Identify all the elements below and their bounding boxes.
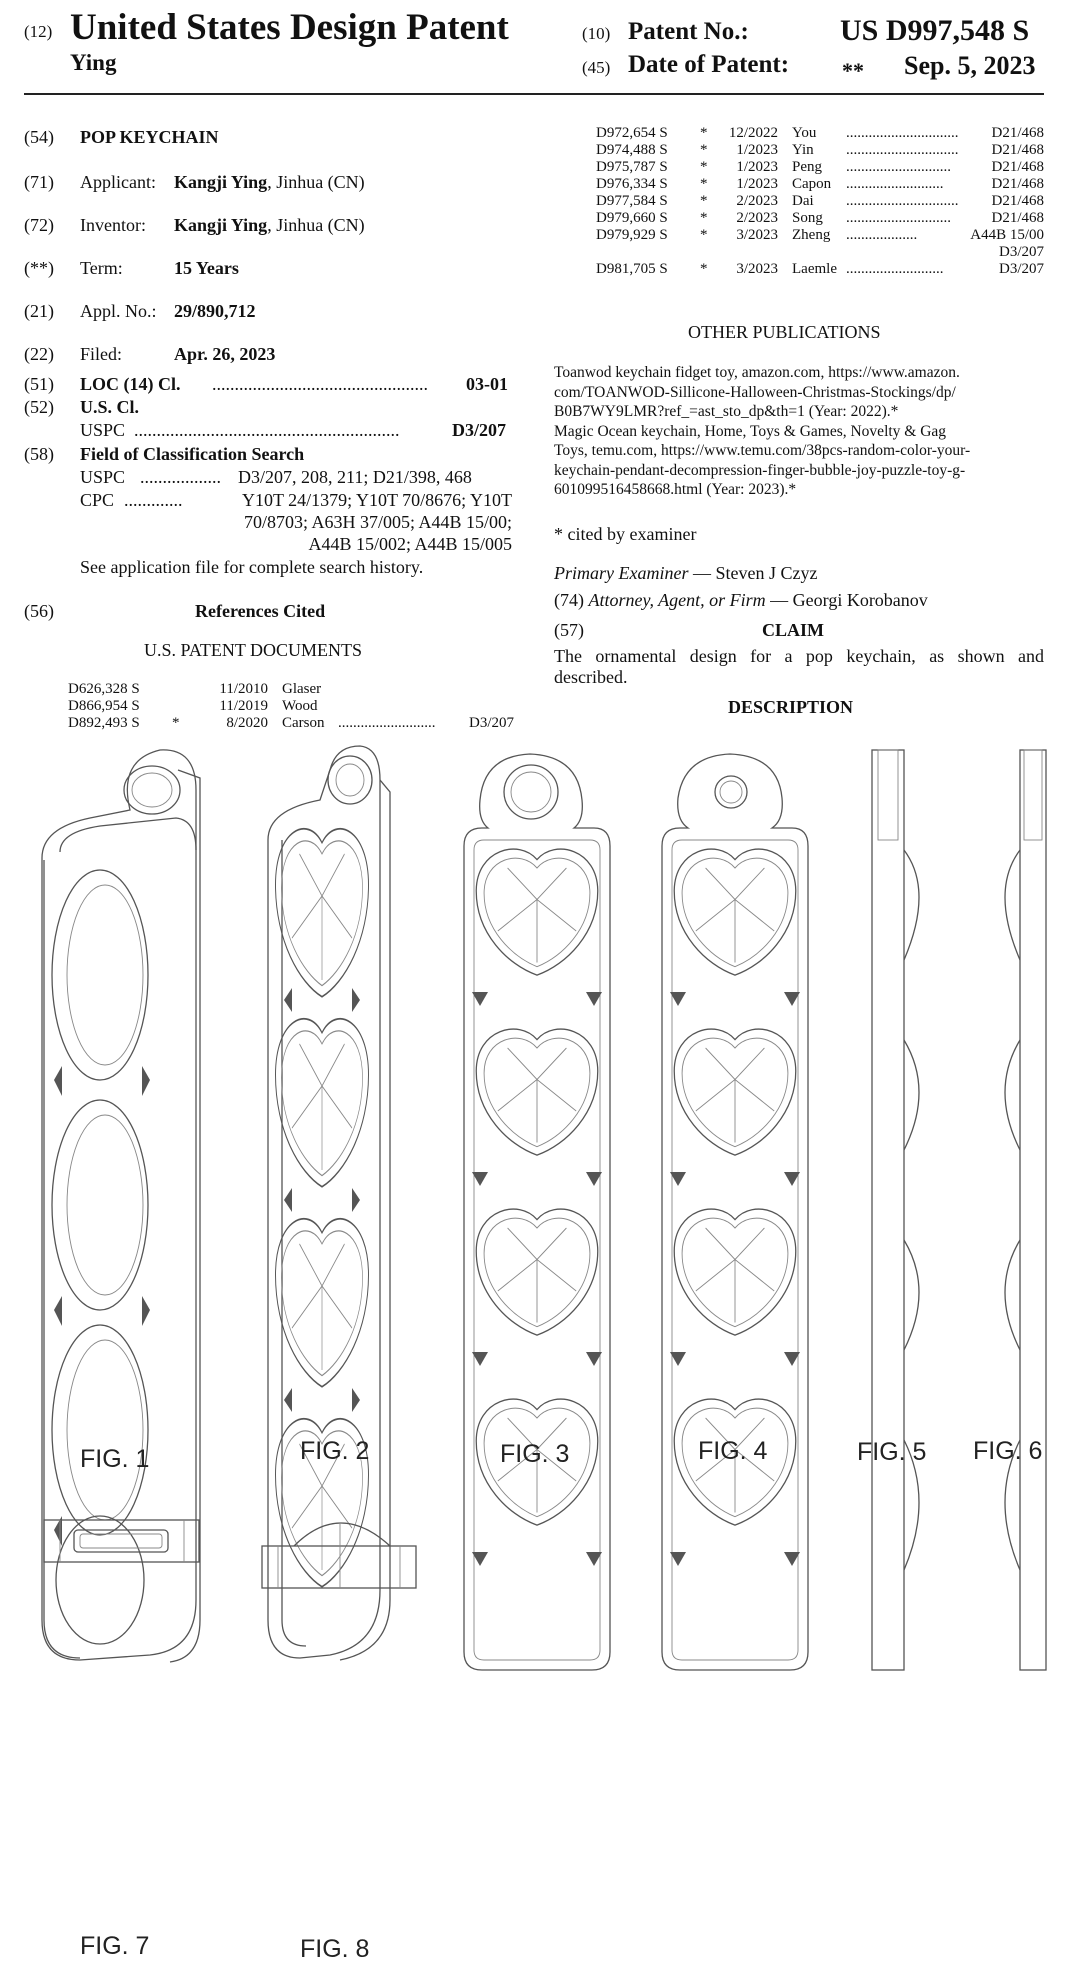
right-ref-row	[596, 142, 1044, 159]
left-ref-date: 8/2020	[226, 715, 268, 731]
right-ref-dots: ..............................	[846, 125, 959, 141]
code-21: (21)	[24, 301, 54, 321]
pub1-line-2: com/TOANWOD-Sillicone-Halloween-Christmas-Stockings/dp/	[554, 383, 956, 401]
right-ref-dots: ..............................	[846, 193, 959, 209]
left-ref-cls: D3/207	[469, 715, 514, 731]
right-ref-date: 12/2022	[728, 125, 778, 141]
right-ref-cls: D3/207	[999, 244, 1044, 260]
claim-line-1: The ornamental design for a pop keychain, as shown and	[554, 646, 1044, 666]
right-ref-date: 1/2023	[736, 176, 778, 192]
fig-1-drawing	[42, 750, 200, 1662]
invention-title: POP KEYCHAIN	[80, 127, 219, 147]
search-cpc-label: CPC	[80, 490, 115, 510]
right-ref-no: D979,660 S	[596, 210, 668, 226]
attorney-name: — Georgi Korobanov	[770, 590, 928, 610]
right-ref-star: *	[700, 210, 708, 226]
right-ref-name: Dai	[792, 193, 814, 209]
patent-drawings	[0, 740, 1080, 1980]
applicant-value	[174, 172, 365, 193]
right-ref-no: D972,654 S	[596, 125, 668, 141]
right-ref-star: *	[700, 125, 708, 141]
fig-5-drawing	[872, 750, 919, 1670]
code-74: (74)	[554, 590, 584, 610]
right-ref-date: 3/2023	[736, 227, 778, 243]
right-ref-star: *	[700, 227, 708, 243]
code-52: (52)	[24, 397, 54, 417]
code-22: (22)	[24, 344, 54, 364]
right-ref-no: D979,929 S	[596, 227, 668, 243]
applicant-label: Applicant:	[80, 172, 156, 192]
fig-4-label: FIG. 4	[698, 1437, 768, 1465]
right-ref-row	[596, 244, 1044, 261]
left-ref-row	[68, 698, 514, 715]
fig-6-label: FIG. 6	[973, 1437, 1043, 1465]
right-ref-cls: A44B 15/00	[970, 227, 1044, 243]
right-ref-name: Peng	[792, 159, 822, 175]
code-10: (10)	[582, 24, 611, 43]
right-ref-star: *	[700, 176, 708, 192]
loc-dots: ................................................	[212, 374, 428, 394]
right-ref-row	[596, 210, 1044, 227]
fig-4-drawing	[662, 754, 808, 1670]
other-publications-head: OTHER PUBLICATIONS	[688, 322, 881, 342]
right-ref-name: Song	[792, 210, 823, 226]
right-ref-date: 3/2023	[736, 261, 778, 277]
right-ref-cls: D21/468	[991, 142, 1044, 158]
uspc-label: USPC	[80, 420, 126, 440]
right-ref-dots: ..............................	[846, 142, 959, 158]
inventor-name: Kangji Ying	[174, 215, 268, 235]
right-ref-no: D975,787 S	[596, 159, 668, 175]
right-ref-date: 2/2023	[736, 210, 778, 226]
code-56: (56)	[24, 601, 54, 621]
right-ref-star: *	[700, 193, 708, 209]
attorney-label: Attorney, Agent, or Firm	[588, 590, 766, 610]
patent-number: US D997,548 S	[840, 14, 1030, 47]
right-ref-cls: D21/468	[991, 210, 1044, 226]
description-head: DESCRIPTION	[728, 697, 854, 717]
pub2-line-1: Magic Ocean keychain, Home, Toys & Games, Novelty & Gag	[554, 422, 947, 440]
inventor-label: Inventor:	[80, 215, 146, 235]
inventor-surname: Ying	[70, 50, 117, 75]
search-uspc-label: USPC	[80, 467, 126, 487]
left-ref-dots: ..........................	[338, 715, 436, 731]
fig-2-label: FIG. 2	[300, 1437, 370, 1465]
right-ref-date: 1/2023	[736, 159, 778, 175]
right-ref-row	[596, 159, 1044, 176]
right-ref-dots: ............................	[846, 210, 951, 226]
appl-no-value: 29/890,712	[174, 301, 256, 321]
fig-3-label: FIG. 3	[500, 1440, 570, 1468]
fig-6-drawing	[1005, 750, 1046, 1670]
pub2-line-4: 601099516458668.html (Year: 2023).*	[554, 481, 797, 498]
right-ref-name: Yin	[792, 142, 814, 158]
pub1-line-3: B0B7WY9LMR?ref_=ast_sto_dp&th=1 (Year: 2022).*	[554, 403, 899, 420]
right-ref-row	[596, 193, 1044, 210]
right-ref-name: Laemle	[792, 261, 837, 277]
date-label: Date of Patent:	[628, 51, 790, 78]
cited-by-examiner: * cited by examiner	[554, 524, 697, 544]
filed-value: Apr. 26, 2023	[174, 344, 276, 364]
code-term: (**)	[24, 258, 54, 278]
left-ref-star: *	[172, 715, 180, 731]
claim-head: CLAIM	[762, 620, 824, 640]
right-ref-no: D976,334 S	[596, 176, 668, 192]
field-search-label: Field of Classification Search	[80, 444, 305, 464]
right-ref-star: *	[700, 142, 708, 158]
primary-examiner-name: — Steven J Czyz	[692, 563, 818, 583]
search-uspc-value: D3/207, 208, 211; D21/398, 468	[238, 467, 472, 487]
left-ref-no: D892,493 S	[68, 715, 140, 731]
fig-8-label: FIG. 8	[300, 1935, 370, 1963]
left-ref-no: D626,328 S	[68, 681, 140, 697]
uspc-value: D3/207	[452, 420, 506, 440]
right-ref-date: 1/2023	[736, 142, 778, 158]
search-cpc-dots: .............	[124, 490, 183, 510]
search-cpc-line-3: A44B 15/002; A44B 15/005	[308, 534, 512, 554]
patent-date: Sep. 5, 2023	[904, 51, 1036, 80]
references-cited-head: References Cited	[195, 601, 326, 621]
appl-no-label: Appl. No.:	[80, 301, 157, 321]
inventor-location: , Jinhua (CN)	[267, 215, 365, 235]
right-ref-cls: D21/468	[991, 125, 1044, 141]
code-58: (58)	[24, 444, 54, 464]
code-12: (12)	[24, 22, 53, 41]
patent-no-label: Patent No.:	[628, 18, 749, 45]
right-ref-row	[596, 261, 1044, 278]
left-ref-no: D866,954 S	[68, 698, 140, 714]
left-ref-date: 11/2019	[219, 698, 268, 714]
code-72: (72)	[24, 215, 54, 235]
claim-text	[554, 646, 1044, 688]
uspc-dots: ...........................................................	[134, 420, 400, 440]
code-45: (45)	[582, 58, 611, 77]
right-ref-star: *	[700, 159, 708, 175]
fig-7-drawing	[44, 1520, 199, 1562]
date-term-mark: **	[842, 58, 864, 83]
code-71: (71)	[24, 172, 54, 192]
fig-3-drawing	[464, 754, 610, 1670]
header-rule	[24, 93, 1044, 95]
right-ref-cls: D21/468	[991, 193, 1044, 209]
right-ref-cls: D21/468	[991, 159, 1044, 175]
left-ref-name: Carson	[282, 715, 325, 731]
fig-1-label: FIG. 1	[80, 1445, 150, 1473]
right-ref-row	[596, 176, 1044, 193]
inventor-value	[174, 215, 365, 236]
right-ref-name: Capon	[792, 176, 832, 192]
search-cpc-line-1: Y10T 24/1379; Y10T 70/8676; Y10T	[242, 490, 512, 510]
publication-1	[554, 363, 1044, 500]
term-value: 15 Years	[174, 258, 239, 278]
right-ref-cls: D3/207	[999, 261, 1044, 277]
claim-line-2: described.	[554, 667, 628, 687]
fig-5-label: FIG. 5	[857, 1438, 927, 1466]
right-ref-dots: ...................	[846, 227, 918, 243]
right-ref-dots: ..........................	[846, 261, 944, 277]
primary-examiner-label: Primary Examiner	[554, 563, 689, 583]
right-ref-row	[596, 125, 1044, 142]
left-ref-name: Wood	[282, 698, 318, 714]
document-title: United States Design Patent	[70, 7, 509, 48]
primary-examiner	[554, 563, 817, 584]
pub1-line-1: Toanwod keychain fidget toy, amazon.com, https://www.amazon.	[554, 364, 960, 381]
code-57: (57)	[554, 620, 584, 640]
right-ref-name: Zheng	[792, 227, 831, 243]
right-ref-no: D977,584 S	[596, 193, 668, 209]
right-ref-name: You	[792, 125, 817, 141]
code-54: (54)	[24, 127, 54, 147]
right-ref-row	[596, 227, 1044, 244]
applicant-name: Kangji Ying	[174, 172, 268, 192]
left-ref-name: Glaser	[282, 681, 322, 697]
term-label: Term:	[80, 258, 123, 278]
fig-2-drawing	[268, 746, 390, 1660]
search-uspc-dots: ..................	[140, 467, 221, 487]
pub2-line-3: keychain-pendant-decompression-finger-bubble-joy-puzzle-toy-g-	[554, 461, 966, 479]
loc-label: LOC (14) Cl.	[80, 374, 181, 394]
code-51: (51)	[24, 374, 54, 394]
us-cl-label: U.S. Cl.	[80, 397, 140, 417]
loc-value: 03-01	[466, 374, 508, 394]
right-ref-no: D974,488 S	[596, 142, 668, 158]
attorney-row	[554, 590, 928, 611]
fig-7-label: FIG. 7	[80, 1932, 150, 1960]
left-ref-row	[68, 681, 514, 698]
filed-label: Filed:	[80, 344, 123, 364]
right-ref-dots: ..........................	[846, 176, 944, 192]
left-ref-date: 11/2010	[219, 681, 268, 697]
us-patent-docs-head: U.S. PATENT DOCUMENTS	[144, 640, 363, 660]
right-ref-no: D981,705 S	[596, 261, 668, 277]
right-ref-dots: ............................	[846, 159, 951, 175]
pub2-line-2: Toys, temu.com, https://www.temu.com/38pcs-random-color-your-	[554, 442, 971, 459]
right-ref-cls: D21/468	[991, 176, 1044, 192]
right-ref-date: 2/2023	[736, 193, 778, 209]
search-cpc-line-2: 70/8703; A63H 37/005; A44B 15/00;	[243, 512, 512, 532]
right-ref-star: *	[700, 261, 708, 277]
search-history-note: See application file for complete search history.	[80, 557, 424, 577]
applicant-location: , Jinhua (CN)	[267, 172, 365, 192]
left-ref-row	[68, 715, 514, 732]
